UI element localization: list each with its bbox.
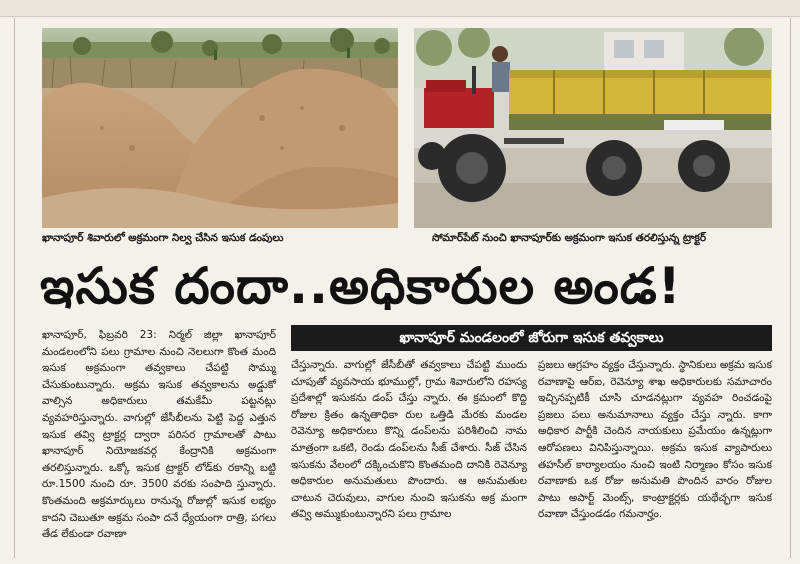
photo-caption-sand-dumps: ఖానాపూర్ శివారులో అక్రమంగా నిల్వ చేసిన ఇసుక డంపులు <box>42 232 284 244</box>
article-paragraph: ఖానాపూర్, ఫిబ్రవరి 23: నిర్మల్ జిల్లా ఖానాపూర్ మండలంలోని పలు గ్రామాల నుంచి నెలలుగా కొంత మంది ఇసుక అక్రమంగా తవ్వకాలు చేపట్టి సొమ్ము చేసుకుంటున్నారు. అక్రమ ఇసుక తవ్వకాలను అడ్డుకో వాల్సిన అధికారులు తమకేమీ పట్టనట్లు వ్యవహరిస్తున్నారు. వాగుల్లో జేసీబీలను పెట్టి పెద్ద ఎత్తున ఇసుక తవ్వి ట్రాక్టర్ల ద్వారా పరిసర గ్రామాలతో పాటు ఖానాపూర్ నియోజకవర్గ కేంద్రానికి అక్రమంగా తరలిస్తున్నారు. ఒక్కో ఇసుక ట్రాక్టర్ లోడ్‌కు రకాన్ని బట్టి రూ.1500 నుంచి రూ. 3500 వరకు సంపాది స్తున్నారు. కొంతమంది అక్రమార్కులు రానున్న రోజుల్లో ఇసుక లభ్యం కాదని చెబుతూ అక్రమ సంపా దనే ధ్యేయంగా రాత్రి, పగలు తేడ లేకుండా రవాణా <box>42 329 276 541</box>
article-paragraph: చేస్తున్నారు. వాగుల్లో జేసీబీతో తవ్వకాలు చేపట్టి ముందు చూపుతో వ్యవసాయ భూముల్లో, గ్రామ శివారులోని రహస్య ప్రదేశాల్లో ఇసుకను డంప్ చేస్తు న్నారు. ఈ క్రమంలో కొద్ది రోజుల క్రితం ఉన్నతాధికా రుల ఒత్తిడి మేరకు మండల రెవెన్యూ అధికారులు కొన్ని డంప్‌లను పరిశీలించి నామ మాత్రంగా ఒకటి, రెండు డంప్‌లను సీజ్ చేశారు. సీజ్ చేసిన ఇసుకను వేలంలో దక్కించుకొని కొంతమంది దానికి రెవెన్యూ అధికారుల అనుమతులు పొందారు. ఆ అనుమతుల చాటున చెరువులు, వాగుల నుంచి ఇసుకను అక్ర మంగా తవ్వి అమ్ముకుంటున్నారని పలు గ్రామాల <box>291 359 527 521</box>
page-top-margin <box>0 0 800 17</box>
left-column-rule <box>14 18 15 558</box>
tractor-photo <box>414 28 772 228</box>
subheadline-bar: ఖానాపూర్ మండలంలో జోరుగా ఇసుక తవ్వకాలు <box>291 325 772 351</box>
photo-caption-tractor: సోమార్‌పేట్ నుంచి ఖానాపూర్‌కు అక్రమంగా ఇసుక తరలిస్తున్న ట్రాక్టర్ <box>432 232 707 244</box>
article-paragraph: ప్రజలు ఆగ్రహం వ్యక్తం చేస్తున్నారు. స్థానికులు అక్రమ ఇసుక రవాణాపై ఆర్‌ఐ, రెవెన్యూ శాఖ అధికారులకు సమాచారం ఇచ్చినప్పటికీ చూసి చూడనట్లుగా వ్యవహ రించడంపై ప్రజలు పలు అనుమానాలు వ్యక్తం చేస్తు న్నారు. కాగా అధికార పార్టీకి చెందిన నాయకులు ప్రమేయం ఉన్నట్లుగా ఆరోపణలు వినిపిస్తున్నాయి. అక్రమ ఇసుక వ్యాపారులు తహసీల్ కార్యాలయం నుంచి ఇంటి నిర్మాణం కోసం ఇసుక రవాణాకు ఒక రోజు అనుమతి పొందిన వారం రోజుల పాటు అపార్ట్ మెంట్స్, కాంట్రాక్టర్లకు యథేచ్ఛగా ఇసుక రవాణా చేస్తుండడం గమనార్హం. <box>538 359 772 521</box>
article-column-2 <box>291 357 527 523</box>
sand-dumps-photo <box>42 28 398 228</box>
right-column-rule <box>790 18 791 558</box>
article-column-3 <box>538 357 772 523</box>
headline: ఇసుక దందా..అధికారుల అండ! <box>40 257 682 315</box>
article-column-1 <box>42 327 276 543</box>
